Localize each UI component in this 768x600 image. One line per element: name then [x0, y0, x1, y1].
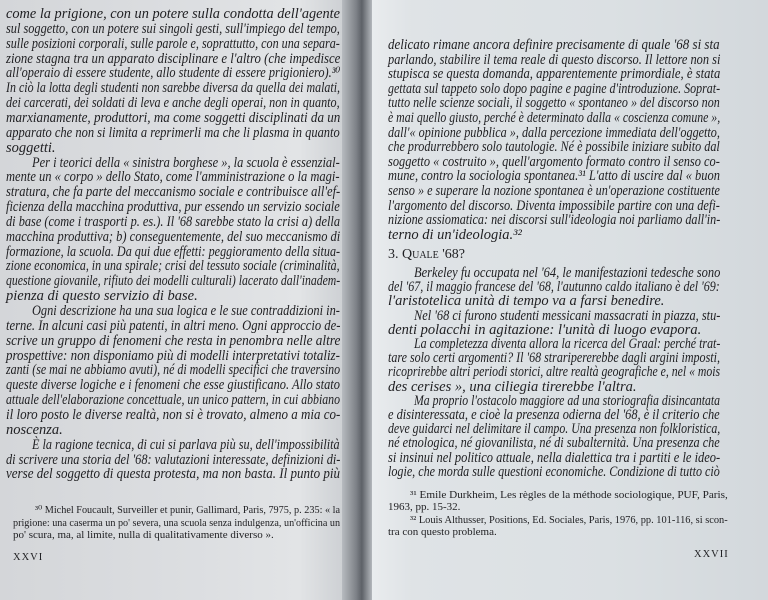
footnote-line: prigione: una caserma un po' severa, una scuola senza indulgenza, un'officina un [13, 516, 341, 529]
text-line: e disinteressata, e cioè la presenza odierna del '68, è il criterio che [388, 407, 720, 423]
text-line: sul soggetto, con un potere sui singoli gesti, sull'impiego del tempo, [6, 20, 340, 37]
footnote-line: tra con questo problema. [388, 525, 497, 538]
text-line: zione stagna tra un apparato disciplinare e l'altro (che impedisce [6, 50, 341, 67]
text-line: nizione assiomatica: nei discorsi sull'ideologia noi parliamo dall'in- [388, 212, 721, 229]
text-line: logie, che morda sulle questioni economiche. Condizione di tutto ciò [388, 463, 720, 480]
text-line: dei carcerati, dei soldati di leva e anche degli operai, non in quanto, [6, 95, 340, 112]
text-line: si insinui nel politico attuale, nella dialettica tra i partiti e le ideo- [388, 449, 721, 466]
text-line: ricoprirebbe altri periodi storici, altre realtà geografiche e, nel « mois [388, 364, 721, 381]
text-line: né etnologica, né giovanilista, né di subalternità. Una presenza che [388, 435, 720, 452]
text-line: La completezza diventa allora la ricerca del Graal: perché trat- [414, 336, 721, 352]
text-line: In ciò la lotta degli studenti non sarebbe diversa da quella dei malati, [6, 80, 341, 97]
text-line: noscenza. [6, 421, 63, 438]
text-line: prospettive: non disponiamo più di modelli interpretativi totaliz- [6, 347, 340, 364]
text-line: l'argomento del discorso. Diventa impossibile partire con una defi- [388, 197, 720, 214]
text-line: è mai quello giusto, perché è determinato dalla « coscienza comune », [388, 110, 721, 126]
text-line: È la ragione tecnica, di cui si parlava più su, dell'impossibilità [32, 436, 340, 453]
text-line: dall'« opinione pubblica », dalla percezione immediata dell'oggetto, [388, 124, 720, 141]
text-line: come la prigione, con un potere sulla condotta dell'agente [6, 6, 341, 22]
text-line: formazione, la scuola. Da qui due effetti: peggioramento della situa- [6, 243, 341, 260]
right-page [372, 0, 768, 600]
text-line: stupisca se questa domanda, apparentemente primordiale, è stata [388, 66, 721, 83]
text-line: sulle posizioni corporali, sulle parole e, soprattutto, con una separa- [6, 35, 340, 52]
text-line: Nel '68 ci furono studenti messicani massacrati in piazza, stu- [414, 307, 721, 324]
text-line: Ogni descrizione ha una sua logica e le sue contraddizioni in- [32, 303, 340, 319]
text-line: terne. In alcuni casi più patenti, in altri meno. Ogni approccio de- [6, 317, 341, 334]
text-line: zanti (se mai ne abbiamo avuti), né di modelli specifici che traversino [6, 362, 341, 379]
text-line: soggetti. [6, 139, 56, 156]
text-line: apparato che non si limita a reprimerli ma che li plasma in quanto [6, 124, 340, 141]
text-line: all'operaio di essere studente, allo studente di essere prigioniero).³⁰ [6, 65, 341, 82]
footnote-line: 1963, pp. 15-32. [388, 501, 461, 514]
text-line: del '67, il maggio francese del '68, l'autunno caldo italiano è del '69: [388, 279, 720, 296]
text-line: denti polacchi in agitazione: l'unità di luogo evapora. [388, 321, 702, 338]
text-line: il loro posto le diverse realtà, non si è trovato, almeno a mia co- [6, 406, 341, 423]
text-line: scrive un gruppo di fenomeni che resta in penombra nelle altre [6, 332, 341, 349]
footnote-line: po' scura, ma, al limite, nulla di qualitativamente diverso ». [13, 529, 274, 541]
text-line: marxianamente, produttori, ma come soggetti disciplinati da un [6, 109, 341, 126]
text-line: di scrivere una storia del '68: valutazioni interessate, definizioni di- [6, 451, 341, 468]
text-line: di base (come i trasporti p. es.). Il '68 sarebbe stato la crisi a) della [6, 213, 341, 230]
text-line: Berkeley fu occupata nel '64, le manifestazioni tedesche sono [414, 265, 721, 281]
text-line: tare solo certi argomenti? Il '68 straripererebbe dagli argini imposti, [388, 350, 720, 367]
text-line: che produrrebbero solo tautologie. Né è possibile iniziare subito dal [388, 139, 720, 156]
text-line: questione giovanile, rifiuto dei modelli culturali) lacerato dall'inadem- [6, 273, 341, 290]
text-line: tutto nelle scienze sociali, il soggetto « spontaneo » del discorso non [388, 95, 720, 112]
text-line: ficienza della macchina produttiva, pur essendo un servizio sociale [6, 199, 340, 216]
text-line: attuale dell'elaborazione concettuale, un unico pattern, in cui abbiano [6, 392, 341, 409]
text-line: Per i teorici della « sinistra borghese », la scuola è essenzial- [32, 154, 340, 171]
text-line: senso » e superare la nozione spontanea è un'operazione costituente [388, 183, 720, 199]
text-line: deve guidarci nel delimitare il campo. Una presenza non folkloristica, [388, 421, 721, 438]
footnote-line: ³¹ Emile Durkheim, Les règles de la méthode sociologique, PUF, Paris, [410, 489, 728, 501]
text-line: l'aristotelica unità di tempo va a farsi benedire. [388, 293, 665, 310]
text-line: stratura, che fa parte del meccanismo sociale e contribuisce all'ef- [6, 184, 341, 201]
text-line: parlando, stabilire il tema reale di questo discorso. Il lettore non si [388, 51, 721, 68]
text-line: mente un « corpo » dello Stato, come l'amministrazione o la magi- [6, 169, 340, 186]
text-line: verse del soggetto di questa protesta, ma non basta. Il punto più [6, 466, 341, 483]
left-page [0, 0, 352, 600]
page-number-right: XXVII [694, 549, 729, 560]
text-line: soggetto « costruito », quell'argomento formato contro il senso co- [388, 153, 720, 170]
text-line: des cerises », una ciliegia tirerebbe l'altra. [388, 378, 637, 395]
text-line: zione economica, in una spirale; crisi del tessuto sociale (criminalità, [6, 258, 340, 275]
text-line: delicato rimane ancora definire precisamente di quale '68 si sta [388, 37, 720, 53]
text-line: pienza di questo servizio di base. [6, 288, 198, 305]
text-line: mune, contro la sociologia spontanea.³¹ L'atto di uscire dal « buon [388, 168, 720, 185]
text-line: Ma proprio l'ostacolo maggiore ad una storiografia disincantata [414, 392, 721, 409]
text-line: gettata sul tappeto solo dopo pagine e pagine d'introduzione. Soprat- [388, 80, 721, 97]
section-heading: 3. Quale '68? [388, 247, 466, 262]
text-line: terno di un'ideologia.³² [388, 226, 522, 243]
footnote-line: ³⁰ Michel Foucault, Surveiller et punir, Gallimard, Paris, 7975, p. 235: « la [35, 504, 341, 516]
footnote-line: ³² Louis Althusser, Positions, Ed. Sociales, Paris, 1976, pp. 101-116, si scon- [410, 513, 728, 526]
text-line: macchina produttiva; b) conseguentemente, del suo meccanismo di [6, 228, 341, 245]
page-number-left: XXVI [13, 552, 44, 563]
text-line: queste diverse logiche e i fenomeni che esse giustificano. Allo stato [6, 377, 340, 394]
